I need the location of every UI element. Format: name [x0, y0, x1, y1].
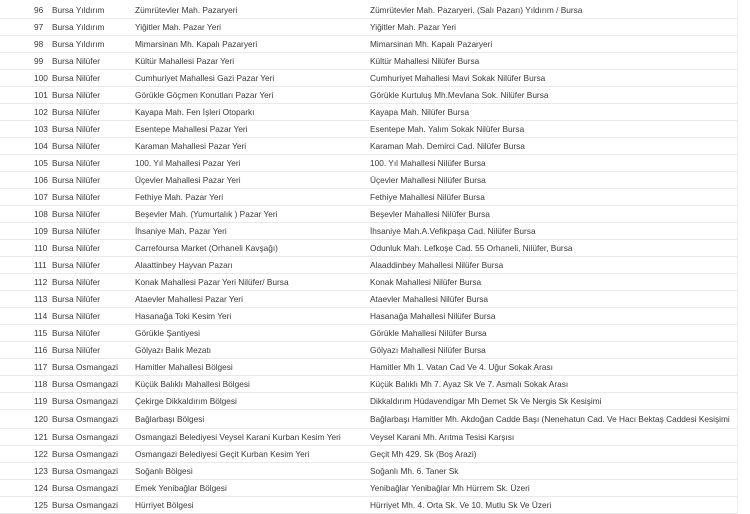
- table-row: [0, 36, 738, 53]
- row-district: Bursa Nilüfer: [52, 308, 135, 325]
- table-row: [0, 274, 738, 291]
- table-row: [0, 53, 738, 70]
- table-row: [0, 497, 738, 514]
- table-body: [0, 2, 738, 514]
- market-table: [0, 2, 738, 514]
- row-number: 99: [0, 53, 52, 70]
- row-number: 118: [0, 376, 52, 393]
- row-district: Bursa Yıldırım: [52, 2, 135, 19]
- row-number: 102: [0, 104, 52, 121]
- row-address: Üçevler Mahallesi Nilüfer Bursa: [370, 172, 738, 189]
- row-name: Cumhuriyet Mahallesi Gazi Pazar Yeri: [135, 70, 370, 87]
- row-address: Görükle Mahallesi Nilüfer Bursa: [370, 325, 738, 342]
- row-district: Bursa Nilüfer: [52, 206, 135, 223]
- row-name: Emek Yenibağlar Bölgesi: [135, 480, 370, 497]
- table-row: [0, 19, 738, 36]
- table-row: [0, 257, 738, 274]
- row-name: Gölyazı Balık Mezatı: [135, 342, 370, 359]
- row-district: Bursa Nilüfer: [52, 342, 135, 359]
- row-district: Bursa Osmangazi: [52, 410, 135, 429]
- row-number: 123: [0, 463, 52, 480]
- table-row: [0, 446, 738, 463]
- row-name: Çekirge Dikkaldırım Bölgesi: [135, 393, 370, 410]
- row-address: Zümrütevler Mah. Pazaryeri. (Salı Pazarı) Yıldırım / Bursa: [370, 2, 738, 19]
- row-address: Esentepe Mah. Yalım Sokak Nilüfer Bursa: [370, 121, 738, 138]
- row-address: Hürriyet Mh. 4. Orta Sk. Ve 10. Mutlu Sk Ve Üzeri: [370, 497, 738, 514]
- table-row: [0, 87, 738, 104]
- row-district: Bursa Nilüfer: [52, 257, 135, 274]
- row-address: Mimarsinan Mh. Kapalı Pazaryeri: [370, 36, 738, 53]
- table-row: [0, 308, 738, 325]
- row-number: 111: [0, 257, 52, 274]
- row-name: Karaman Mahallesi Pazar Yeri: [135, 138, 370, 155]
- row-address: Alaaddinbey Mahallesi Nilüfer Bursa: [370, 257, 738, 274]
- table-row: [0, 172, 738, 189]
- row-district: Bursa Nilüfer: [52, 291, 135, 308]
- row-number: 122: [0, 446, 52, 463]
- row-address: Cumhuriyet Mahallesi Mavi Sokak Nilüfer Bursa: [370, 70, 738, 87]
- row-name: Soğanlı Bölgesi: [135, 463, 370, 480]
- table-row: [0, 480, 738, 497]
- row-number: 104: [0, 138, 52, 155]
- row-name: Esentepe Mahallesi Pazar Yeri: [135, 121, 370, 138]
- row-district: Bursa Nilüfer: [52, 121, 135, 138]
- row-name: Hürriyet Bölgesi: [135, 497, 370, 514]
- row-address: Ataevler Mahallesi Nilüfer Bursa: [370, 291, 738, 308]
- table-row: [0, 189, 738, 206]
- row-number: 119: [0, 393, 52, 410]
- row-district: Bursa Nilüfer: [52, 155, 135, 172]
- row-name: Küçük Balıklı Mahallesi Bölgesi: [135, 376, 370, 393]
- table-row: [0, 240, 738, 257]
- table-row: [0, 393, 738, 410]
- row-name: Kayapa Mah. Fen İşleri Otoparkı: [135, 104, 370, 121]
- row-address: Geçit Mh 429. Sk (Boş Arazi): [370, 446, 738, 463]
- row-number: 116: [0, 342, 52, 359]
- row-district: Bursa Nilüfer: [52, 104, 135, 121]
- row-address: Kayapa Mah. Nilüfer Bursa: [370, 104, 738, 121]
- table-row: [0, 410, 738, 429]
- row-name: Osmangazi Belediyesi Geçit Kurban Kesim Yeri: [135, 446, 370, 463]
- row-name: Osmangazi Belediyesi Veysel Karani Kurban Kesim Yeri: [135, 429, 370, 446]
- table-row: [0, 2, 738, 19]
- row-name: 100. Yıl Mahallesi Pazar Yeri: [135, 155, 370, 172]
- row-address: Dikkaldırım Hüdavendigar Mh Demet Sk Ve Nergis Sk Kesişimi: [370, 393, 738, 410]
- row-district: Bursa Nilüfer: [52, 138, 135, 155]
- row-number: 115: [0, 325, 52, 342]
- row-address: Fethiye Mahallesi Nilüfer Bursa: [370, 189, 738, 206]
- row-address: Kültür Mahallesi Nilüfer Bursa: [370, 53, 738, 70]
- row-number: 107: [0, 189, 52, 206]
- table-row: [0, 429, 738, 446]
- row-address: 100. Yıl Mahallesi Nilüfer Bursa: [370, 155, 738, 172]
- row-address: Karaman Mah. Demirci Cad. Nilüfer Bursa: [370, 138, 738, 155]
- table-row: [0, 291, 738, 308]
- row-number: 108: [0, 206, 52, 223]
- row-district: Bursa Nilüfer: [52, 223, 135, 240]
- row-name: Üçevler Mahallesi Pazar Yeri: [135, 172, 370, 189]
- row-district: Bursa Osmangazi: [52, 446, 135, 463]
- row-name: Mimarsinan Mh. Kapalı Pazaryeri: [135, 36, 370, 53]
- row-name: Kültür Mahallesi Pazar Yeri: [135, 53, 370, 70]
- row-district: Bursa Osmangazi: [52, 393, 135, 410]
- table-row: [0, 121, 738, 138]
- row-address: Bağlarbaşı Hamitler Mh. Akdoğan Cadde Başı (Nenehatun Cad. Ve Hacı Bektaş Caddesi Kesişimi: [370, 410, 738, 429]
- row-number: 117: [0, 359, 52, 376]
- row-address: Hamitler Mh 1. Vatan Cad Ve 4. Uğur Sokak Arası: [370, 359, 738, 376]
- table-row: [0, 104, 738, 121]
- row-name: Yiğitler Mah. Pazar Yeri: [135, 19, 370, 36]
- row-number: 121: [0, 429, 52, 446]
- row-number: 100: [0, 70, 52, 87]
- row-address: Veysel Karani Mh. Arıtma Tesisi Karşısı: [370, 429, 738, 446]
- row-name: Carrefoursa Market (Orhaneli Kavşağı): [135, 240, 370, 257]
- table-row: [0, 463, 738, 480]
- row-district: Bursa Nilüfer: [52, 325, 135, 342]
- row-name: Görükle Göçmen Konutları Pazar Yeri: [135, 87, 370, 104]
- table-row: [0, 376, 738, 393]
- row-district: Bursa Nilüfer: [52, 172, 135, 189]
- row-name: Konak Mahallesi Pazar Yeri Nilüfer/ Bursa: [135, 274, 370, 291]
- row-number: 109: [0, 223, 52, 240]
- row-address: Odunluk Mah. Lefkoşe Cad. 55 Orhaneli, Nilüfer, Bursa: [370, 240, 738, 257]
- row-name: Alaattinbey Hayvan Pazarı: [135, 257, 370, 274]
- row-address: Beşevler Mahallesi Nilüfer Bursa: [370, 206, 738, 223]
- table-row: [0, 206, 738, 223]
- row-number: 112: [0, 274, 52, 291]
- row-district: Bursa Osmangazi: [52, 429, 135, 446]
- table-right-border: [737, 0, 738, 514]
- row-district: Bursa Nilüfer: [52, 274, 135, 291]
- table-row: [0, 70, 738, 87]
- row-district: Bursa Osmangazi: [52, 359, 135, 376]
- row-name: Hasanağa Toki Kesim Yeri: [135, 308, 370, 325]
- row-number: 106: [0, 172, 52, 189]
- row-name: Beşevler Mah. (Yumurtalık ) Pazar Yeri: [135, 206, 370, 223]
- row-district: Bursa Nilüfer: [52, 87, 135, 104]
- row-number: 103: [0, 121, 52, 138]
- row-district: Bursa Yıldırım: [52, 19, 135, 36]
- row-address: Hasanağa Mahallesi Nilüfer Bursa: [370, 308, 738, 325]
- row-number: 105: [0, 155, 52, 172]
- row-name: Bağlarbaşı Bölgesi: [135, 410, 370, 429]
- row-name: İhsaniye Mah. Pazar Yeri: [135, 223, 370, 240]
- row-number: 124: [0, 480, 52, 497]
- table-row: [0, 325, 738, 342]
- row-number: 110: [0, 240, 52, 257]
- row-address: Küçük Balıklı Mh 7. Ayaz Sk Ve 7. Asmalı Sokak Arası: [370, 376, 738, 393]
- row-address: Yenibağlar Yenibağlar Mh Hürrem Sk. Üzeri: [370, 480, 738, 497]
- row-district: Bursa Osmangazi: [52, 480, 135, 497]
- row-number: 97: [0, 19, 52, 36]
- row-name: Fethiye Mah. Pazar Yeri: [135, 189, 370, 206]
- row-name: Ataevler Mahallesi Pazar Yeri: [135, 291, 370, 308]
- row-address: Yiğitler Mah. Pazar Yeri: [370, 19, 738, 36]
- table-row: [0, 223, 738, 240]
- row-district: Bursa Osmangazi: [52, 497, 135, 514]
- row-number: 98: [0, 36, 52, 53]
- row-number: 114: [0, 308, 52, 325]
- row-address: İhsaniye Mah.A.Vefikpaşa Cad. Nilüfer Bursa: [370, 223, 738, 240]
- row-district: Bursa Nilüfer: [52, 53, 135, 70]
- row-district: Bursa Osmangazi: [52, 376, 135, 393]
- table-row: [0, 342, 738, 359]
- row-name: Görükle Şantiyesi: [135, 325, 370, 342]
- table-row: [0, 138, 738, 155]
- table-row: [0, 359, 738, 376]
- row-name: Zümrütevler Mah. Pazaryeri: [135, 2, 370, 19]
- row-number: 120: [0, 410, 52, 429]
- row-number: 113: [0, 291, 52, 308]
- row-address: Gölyazı Mahallesi Nilüfer Bursa: [370, 342, 738, 359]
- row-number: 101: [0, 87, 52, 104]
- table-row: [0, 155, 738, 172]
- row-district: Bursa Nilüfer: [52, 189, 135, 206]
- row-address: Konak Mahallesi Nilüfer Bursa: [370, 274, 738, 291]
- row-district: Bursa Nilüfer: [52, 240, 135, 257]
- row-name: Hamitler Mahallesi Bölgesi: [135, 359, 370, 376]
- row-district: Bursa Osmangazi: [52, 463, 135, 480]
- row-number: 125: [0, 497, 52, 514]
- row-number: 96: [0, 2, 52, 19]
- row-district: Bursa Yıldırım: [52, 36, 135, 53]
- row-address: Soğanlı Mh. 6. Taner Sk: [370, 463, 738, 480]
- row-district: Bursa Nilüfer: [52, 70, 135, 87]
- row-address: Görükle Kurtuluş Mh.Mevlana Sok. Nilüfer Bursa: [370, 87, 738, 104]
